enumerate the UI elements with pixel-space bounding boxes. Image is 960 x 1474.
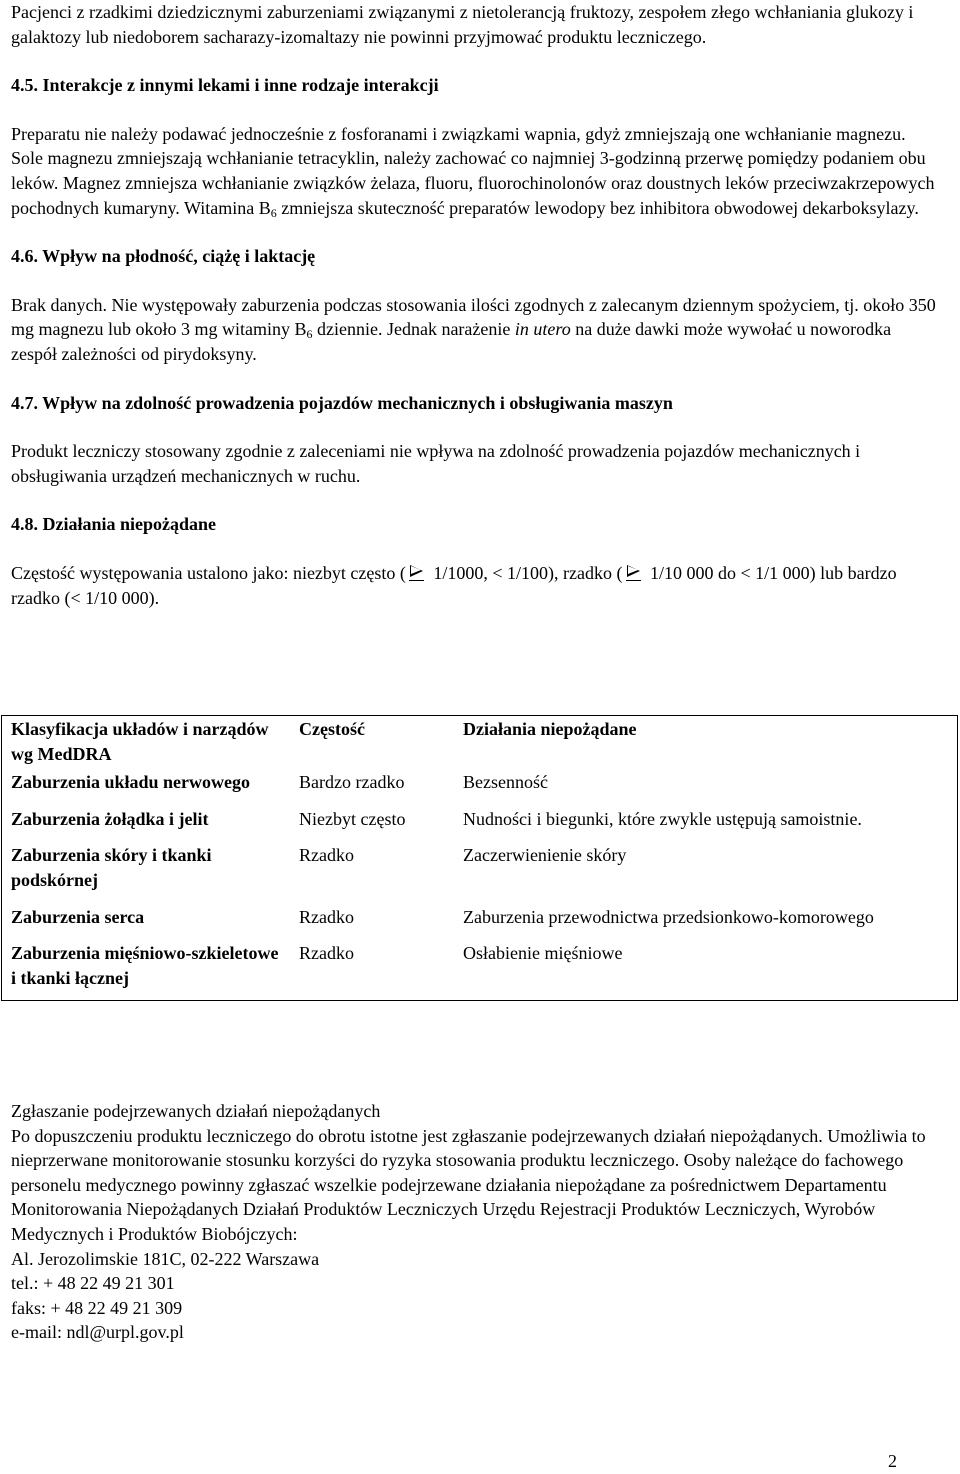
greater-or-equal-symbol bbox=[626, 565, 642, 581]
table-cell: Rzadko bbox=[299, 906, 354, 927]
reporting-title: Zgłaszanie podejrzewanych działań niepożądanych bbox=[11, 1101, 381, 1121]
table-cell: Rzadko bbox=[299, 943, 354, 964]
table-cell: Zaburzenia układu nerwowego bbox=[11, 772, 251, 793]
greater-or-equal-symbol bbox=[409, 565, 425, 581]
reporting-email: e-mail: ndl@urpl.gov.pl bbox=[11, 1322, 184, 1343]
section-4-7-heading: 4.7. Wpływ na zdolność prowadzenia pojazdów mechanicznych i obsługiwania maszyn bbox=[11, 392, 673, 413]
section-4-5-heading: 4.5. Interakcje z innymi lekami i inne rodzaje interakcji bbox=[11, 75, 439, 96]
section-4-6-heading: 4.6. Wpływ na płodność, ciążę i laktację bbox=[11, 246, 316, 267]
section-4-7-paragraph: Produkt leczniczy stosowany zgodnie z zaleceniami nie wpływa na zdolność prowadzenia pojazdów mechanicznych i obsługiwania urządzeń mechanicznych w ruchu. bbox=[11, 441, 861, 486]
table-cell: Zaburzenia przewodnictwa przedsionkowo-komorowego bbox=[463, 906, 874, 927]
reporting-body: Po dopuszczeniu produktu leczniczego do obrotu istotne jest zgłaszanie podejrzewanych działań niepożądanych. Umożliwia to nieprzerwane monitorowanie stosunku korzyści do ryzyka stosowania produktu leczniczego. Osoby należące do fachowego personelu medycznego powinny zgłaszać wszelkie podejrzewane działania niepożądane za pośrednictwem Departamentu Monitorowania Niepożądanych Działań Produktów Leczniczych Urzędu Rejestracji Produktów Leczniczych, Wyrobów Medycznych i Produktów Biobójczych: bbox=[11, 1125, 926, 1244]
adverse-effects-table bbox=[1, 715, 958, 1001]
header-effects: Działania niepożądane bbox=[463, 719, 637, 739]
document-page bbox=[11, 0, 941, 610]
page-number: 2 bbox=[888, 1451, 897, 1471]
reporting-section bbox=[11, 1099, 941, 1345]
header-frequency: Częstość bbox=[299, 719, 365, 739]
table-row bbox=[2, 805, 958, 842]
table-cell: Zaburzenia mięśniowo-szkieletowe i tkanki łącznej bbox=[11, 943, 279, 988]
table-cell: Bezsenność bbox=[463, 772, 548, 793]
table-cell: Zaburzenia serca bbox=[11, 906, 145, 927]
table-cell: Niezbyt często bbox=[299, 808, 406, 829]
table-cell: Bardzo rzadko bbox=[299, 772, 405, 793]
table-cell: Zaburzenia skóry i tkanki podskórnej bbox=[11, 845, 212, 890]
table-row bbox=[2, 903, 958, 940]
table-cell: Osłabienie mięśniowe bbox=[463, 943, 623, 964]
table-row bbox=[2, 768, 958, 805]
section-4-6-paragraph: Brak danych. Nie występowały zaburzenia podczas stosowania ilości zgodnych z zalecanym dziennym spożyciem, tj. około 350 mg magnezu lub około 3 mg witaminy $B_6$ dziennie. Jednak narażenie in utero na duże dawki może wywołać u noworodka zespół zależności od pirydoksyny. bbox=[11, 294, 936, 364]
section-4-5-paragraph: Preparatu nie należy podawać jednocześnie z fosforanami i związkami wapnia, gdyż zmniejszają one wchłanianie magnezu. Sole magnezu zmniejszają wchłanianie tetracyklin, należy zachować co najmniej 3-godzinną przerwę pomiędzy podaniem obu leków. Magnez zmniejsza wchłanianie związków żelaza, fluoru, fluorochinolonów oraz doustnych leków przeciwzakrzepowych pochodnych kumaryny. Witamina $B_6$ zmniejsza skuteczność preparatów lewodopy bez inhibitora obwodowej dekarboksylazy. bbox=[11, 123, 935, 220]
table-cell: Zaczerwienienie skóry bbox=[463, 845, 627, 866]
table-header-row bbox=[2, 716, 958, 769]
frequency-definition-paragraph: Częstość występowania ustalono jako: niezbyt często ( 1/1000, < 1/100), rzadko ( 1/10 000 do < 1/1 000) lub bardzo rzadko (< 1/10 000). bbox=[11, 562, 897, 608]
table-cell: Rzadko bbox=[299, 845, 354, 866]
reporting-fax: faks: + 48 22 49 21 309 bbox=[11, 1297, 183, 1318]
reporting-address: Al. Jerozolimskie 181C, 02-222 Warszawa bbox=[11, 1248, 320, 1269]
reporting-phone: tel.: + 48 22 49 21 301 bbox=[11, 1273, 175, 1294]
section-4-8-heading: 4.8. Działania niepożądane bbox=[11, 514, 217, 535]
header-classification: Klasyfikacja układów i narządów wg MedDRA bbox=[11, 719, 269, 764]
table-row bbox=[2, 939, 958, 1001]
intro-paragraph: Pacjenci z rzadkimi dziedzicznymi zaburzeniami związanymi z nietolerancją fruktozy, zespołem złego wchłaniania glukozy i galaktozy lub niedoborem sacharazy-izomaltazy nie powinni przyjmować produktu leczniczego. bbox=[11, 2, 914, 47]
table-cell: Zaburzenia żołądka i jelit bbox=[11, 808, 209, 829]
table-row bbox=[2, 841, 958, 902]
table-cell: Nudności i biegunki, które zwykle ustępują samoistnie. bbox=[463, 808, 862, 829]
